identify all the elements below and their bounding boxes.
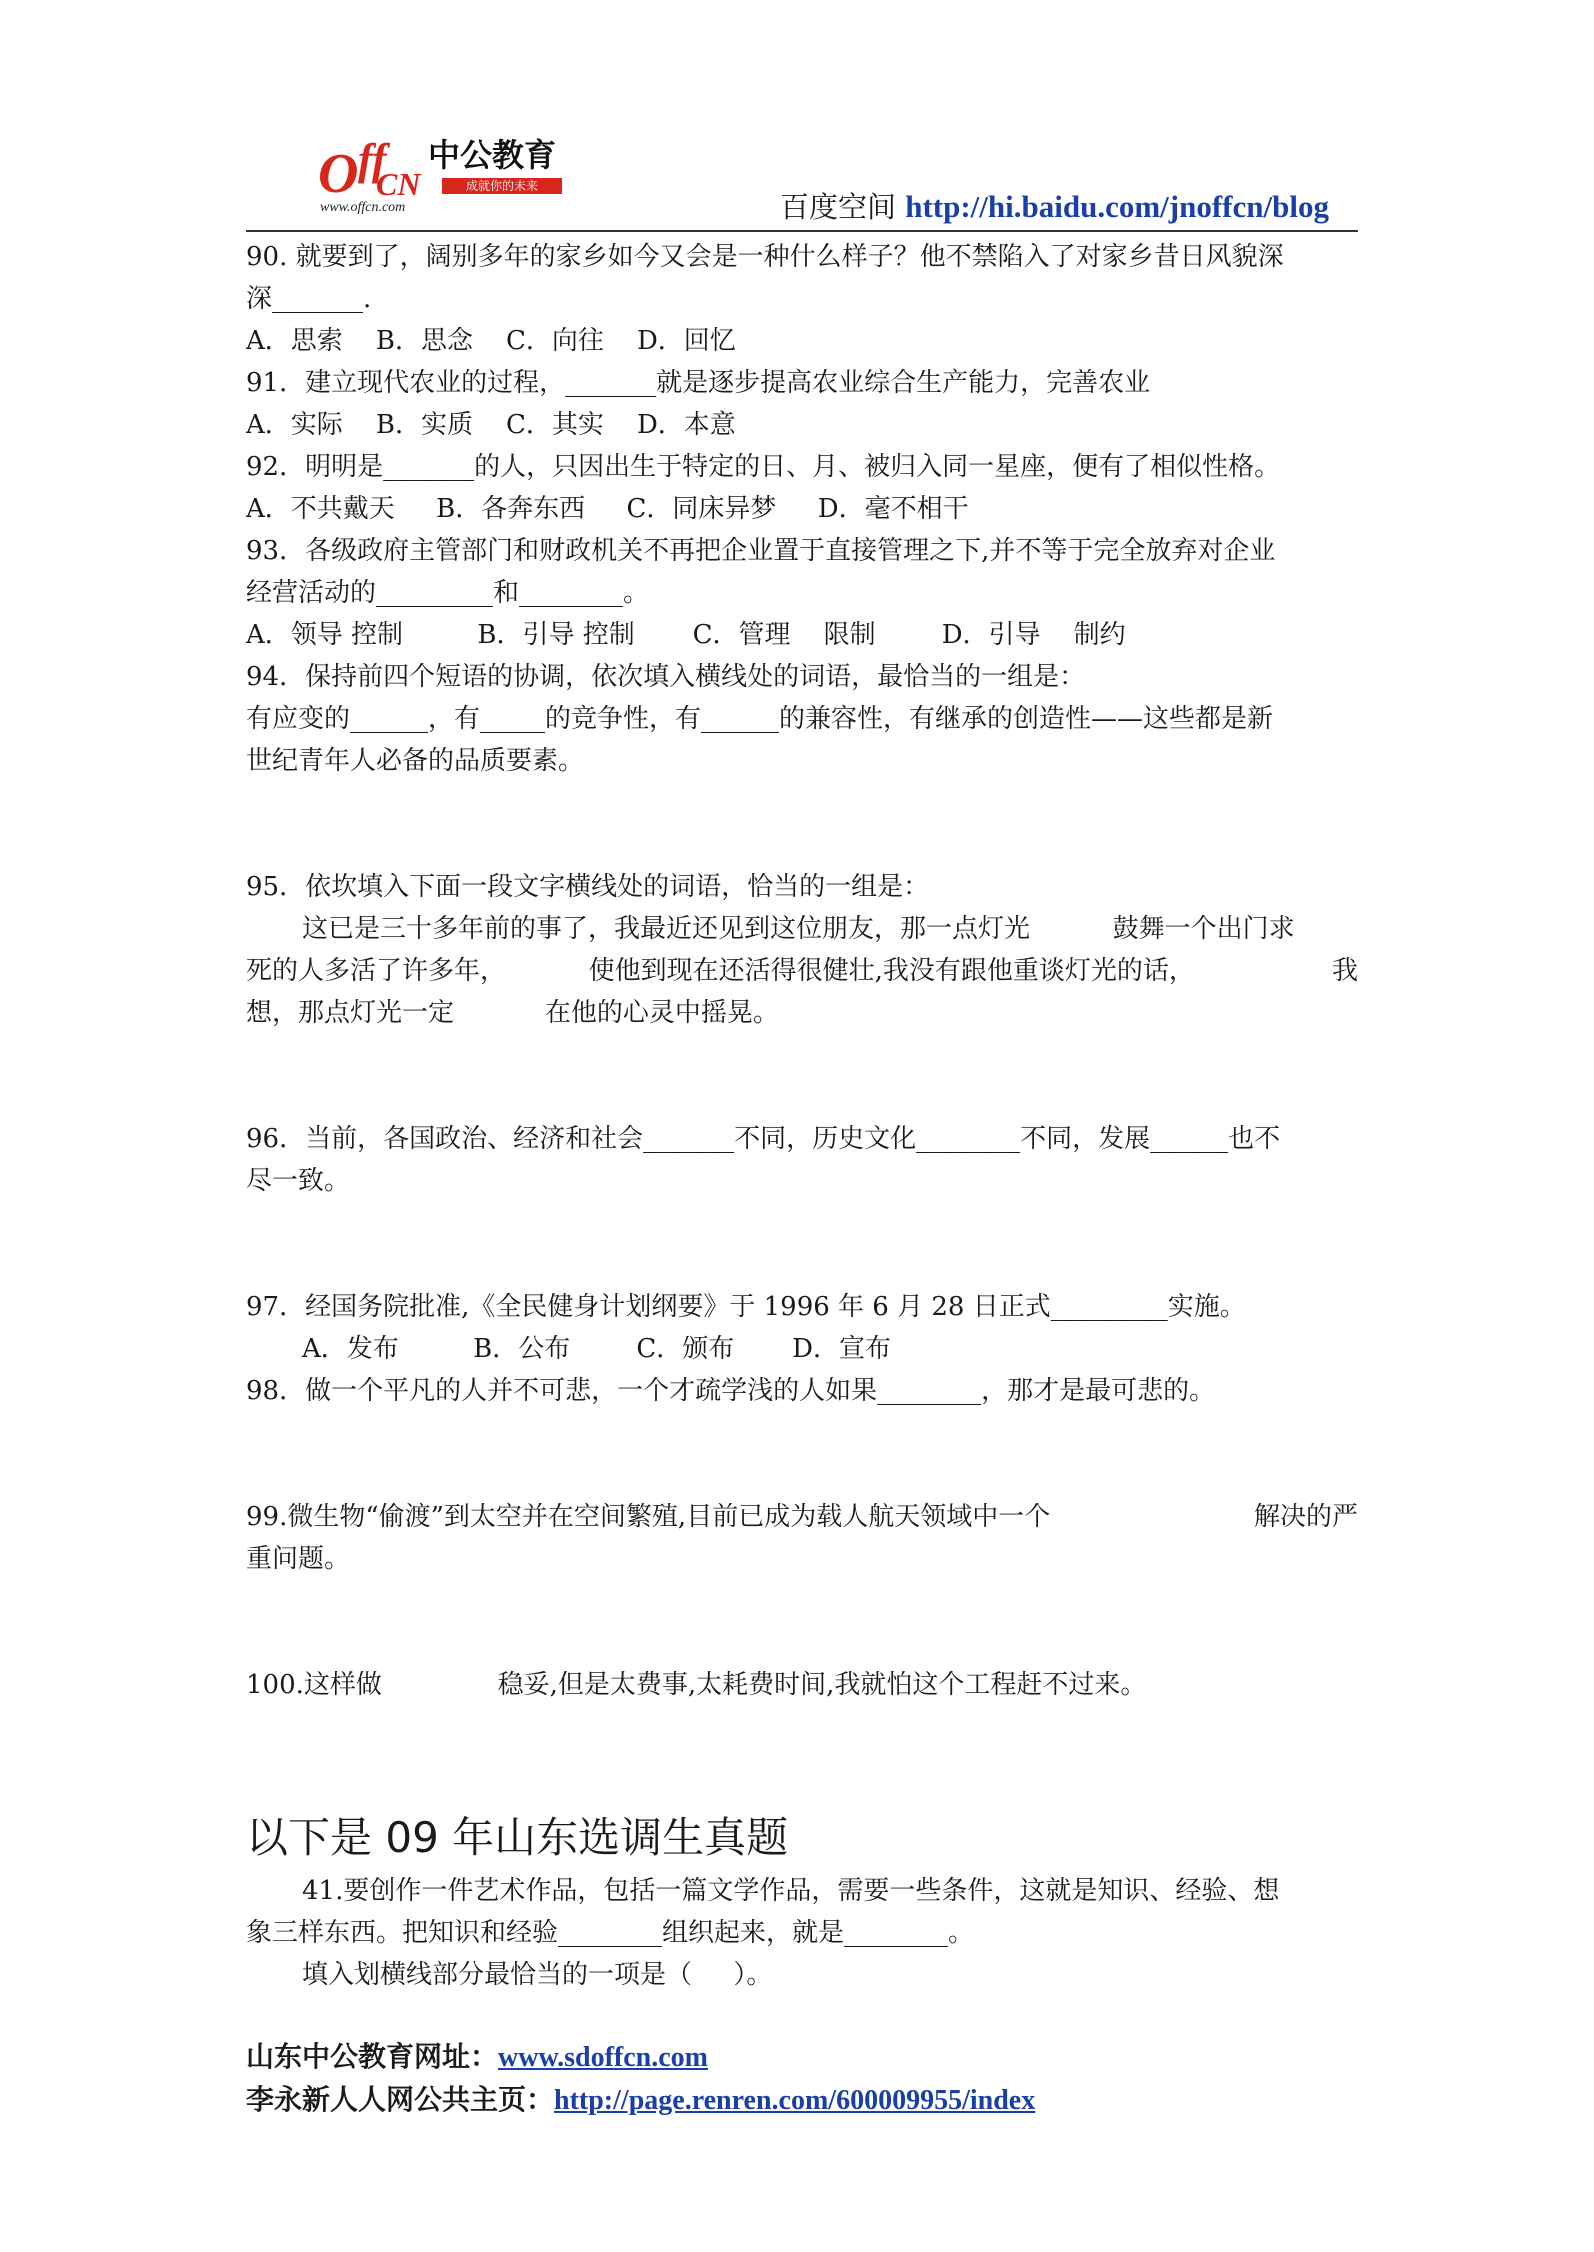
q100-line1: 100.这样做 稳妥,但是太费事,太耗费时间,我就怕这个工程赶不过来。 [246, 1670, 1147, 1700]
q94-line1: 94．保持前四个短语的协调，依次填入横线处的词语，最恰当的一组是： [246, 662, 1086, 692]
q41-options [246, 1996, 1358, 2038]
footer-site-link[interactable]: www.sdoffcn.com [498, 2042, 709, 2073]
q94-line2: 有应变的______，有_____的竞争性，有______的兼容性，有继承的创造性——这些都是新 [246, 704, 1274, 734]
q99-line1 [246, 1496, 1358, 1538]
offcn-logo [318, 132, 568, 222]
q90-line2: 深_______. [246, 284, 372, 314]
q91-options: A．实际 B．实质 C．其实 D．本意 [246, 410, 736, 440]
logo-cn: CN [376, 166, 421, 202]
q90-options: A．思索 B．思念 C．向往 D．回忆 [246, 326, 736, 356]
q100-options-row2 [246, 1748, 1358, 1790]
blog-header [780, 190, 1329, 224]
footer-site-label: 山东中公教育网址： [246, 2040, 499, 2073]
q95-options-row1 [246, 1034, 1358, 1076]
footer-site-line [246, 2036, 1035, 2079]
blog-label: 百度空间 [780, 190, 906, 224]
q99-options-row1 [246, 1580, 1358, 1622]
q94-options-row2 [246, 824, 1358, 866]
footer-renren-label: 李永新人人网公共主页： [246, 2083, 555, 2116]
q91-line1: 91．建立现代农业的过程，_______就是逐步提高农业综合生产能力，完善农业 [246, 368, 1151, 398]
q99-line2: 重问题。 [246, 1544, 351, 1574]
q96-line2: 尽一致。 [246, 1166, 351, 1196]
q95-line2: 这已是三十多年前的事了，我最近还见到这位朋友，那一点灯光 鼓舞一个出门求 [302, 914, 1295, 944]
q94-line3: 世纪青年人必备的品质要素。 [246, 746, 585, 776]
q99-line1-end: 解决的严 [1253, 1502, 1358, 1532]
q96-options-row1 [246, 1202, 1358, 1244]
q95-line3-text: 死的人多活了许多年， 使他到现在还活得很健壮,我没有跟他重谈灯光的话， [246, 956, 1195, 986]
logo-ff: ff [358, 135, 387, 184]
q98-line1: 98．做一个平凡的人并不可悲，一个才疏学浅的人如果________，那才是最可悲的。 [246, 1376, 1216, 1406]
q93-line1: 93．各级政府主管部门和财政机关不再把企业置于直接管理之下,并不等于完全放弃对企业 [246, 536, 1276, 566]
section-title: 以下是 09 年山东选调生真题 [246, 1813, 789, 1862]
header-rule [246, 230, 1358, 232]
logo-o: O [318, 143, 359, 205]
blog-url-link[interactable]: http://hi.baidu.com/jnoffcn/blog [905, 189, 1329, 224]
q97-options: A．发布 B．公布 C．颁布 D．宣布 [302, 1334, 891, 1364]
q95-line4: 想，那点灯光一定 在他的心灵中摇晃。 [246, 998, 779, 1028]
q95-line1: 95．依坎填入下面一段文字横线处的词语，恰当的一组是： [246, 872, 930, 902]
q93-options: A．领导 控制 B．引导 控制 C．管理 限制 D．引导 制约 [246, 620, 1126, 650]
q99-line1-text: 99.微生物“偷渡”到太空并在空间繁殖,目前已成为载人航天领域中一个 [246, 1502, 1051, 1532]
logo-brand-name: 中公教育 [428, 136, 557, 174]
q96-line1: 96．当前，各国政治、经济和社会_______不同，历史文化________不同，发展______也不 [246, 1124, 1281, 1154]
q95-options-row2 [246, 1076, 1358, 1118]
logo-slogan: 成就你的未来 [442, 178, 562, 194]
q98-options-row1 [246, 1412, 1358, 1454]
q95-line3-end: 我 [1331, 956, 1358, 986]
q97-line1: 97．经国务院批准,《全民健身计划纲要》于 1996 年 6 月 28 日正式_________实施。 [246, 1292, 1246, 1322]
q98-options-row2 [246, 1454, 1358, 1496]
q96-options-row2 [246, 1244, 1358, 1286]
question-content [246, 236, 1358, 2038]
footer [246, 2036, 1035, 2122]
q90-line1: 90. 就要到了，阔别多年的家乡如今又会是一种什么样子？他不禁陷入了对家乡昔日风貌深 [246, 242, 1284, 272]
q41-line3: 填入划横线部分最恰当的一项是（ ）。 [302, 1960, 773, 1990]
q92-options: A．不共戴天 B．各奔东西 C．同床异梦 D．毫不相干 [246, 494, 969, 524]
q92-line1: 92．明明是_______的人，只因出生于特定的日、月、被归入同一星座，便有了相似性格。 [246, 452, 1281, 482]
q41-line2: 象三样东西。把知识和经验________组织起来，就是________。 [246, 1918, 975, 1948]
q93-line2: 经营活动的_________和________。 [246, 578, 650, 608]
footer-renren-line [246, 2079, 1035, 2122]
q100-options-row1 [246, 1706, 1358, 1748]
q94-options-row1 [246, 782, 1358, 824]
q99-options-row2 [246, 1622, 1358, 1664]
footer-renren-link[interactable]: http://page.renren.com/600009955/index [554, 2085, 1036, 2116]
q95-line3 [246, 950, 1358, 992]
logo-site: www.offcn.com [320, 200, 406, 215]
q41-line1: 41.要创作一件艺术作品，包括一篇文学作品，需要一些条件，这就是知识、经验、想 [302, 1876, 1280, 1906]
